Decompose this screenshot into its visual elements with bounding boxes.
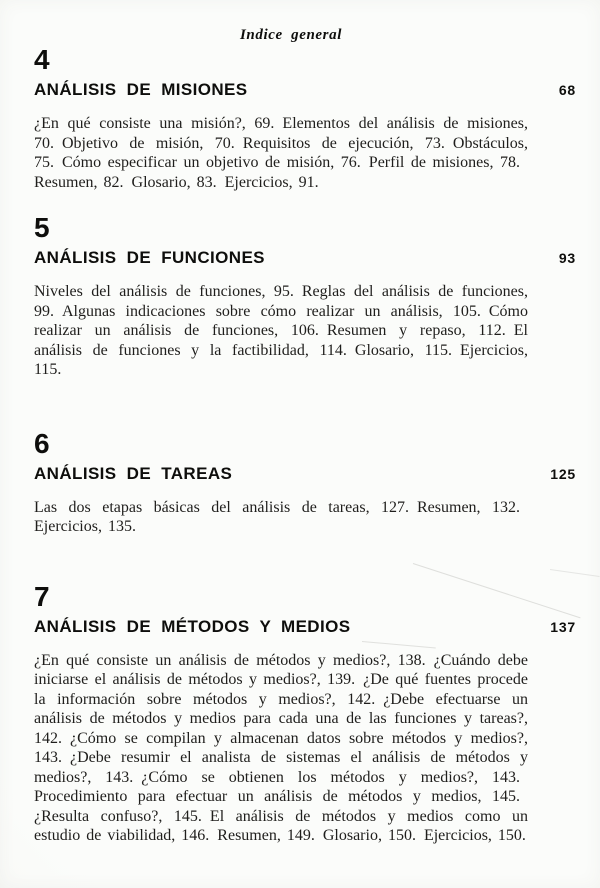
chapter-contents: Las dos etapas básicas del análisis de tareas, 127. Resumen, 132. Ejercicios, 135. — [34, 498, 528, 535]
chapter-heading-row — [34, 464, 576, 484]
chapter-heading-row — [34, 617, 576, 637]
chapter-title: ANÁLISIS DE TAREAS — [34, 463, 233, 483]
chapter-page-number: 137 — [550, 618, 576, 635]
chapter-heading-row — [34, 248, 576, 268]
chapter-contents: ¿En qué consiste un análisis de métodos y medios?, 138. ¿Cuándo debe iniciarse el análisis de métodos y medios?, 139. ¿De qué fuentes procede la información sobre métodos y medios?, 142. ¿Debe efectuarse un análisis de métodos y medios para cada una de las funciones y tareas?, 142. ¿Cómo se compilan y almacenan datos sobre métodos y medios?, 143. ¿Debe resumir el analista de sistemas el análisis de métodos y medios?, 143. ¿Cómo se obtienen los métodos y medios?, 143. Procedimiento para efectuar un análisis de métodos y medios, 145. ¿Resulta confuso?, 145. El análisis de métodos y medios como un estudio de viabilidad, 146. Resumen, 149. Glosario, 150. Ejercicios, 150. — [34, 651, 528, 844]
toc-section-chapter-7 — [34, 580, 576, 846]
running-head: Indice general — [240, 27, 342, 43]
chapter-contents: Niveles del análisis de funciones, 95. Reglas del análisis de funciones, 99. Algunas indicaciones sobre cómo realizar un análisis, 105. Cómo realizar un análisis de funciones, 106. Resumen y repaso, 112. El análisis de funciones y la factibilidad, 114. Glosario, 115. Ejercicios, 115. — [34, 283, 528, 378]
chapter-contents: ¿En qué consiste una misión?, 69. Elementos del análisis de misiones, 70. Objetivo de misión, 70. Requisitos de ejecución, 73. Obstáculos, 75. Cómo especificar un objetivo de misión, 76. Perfil de misiones, 78. Resumen, 82. Glosario, 83. Ejercicios, 91. — [34, 115, 528, 191]
chapter-number: 6 — [34, 427, 50, 459]
chapter-number: 7 — [34, 580, 50, 612]
chapter-number: 5 — [34, 212, 50, 243]
toc-section-chapter-5 — [34, 214, 576, 380]
chapter-page-number: 125 — [550, 465, 576, 482]
chapter-page-number: 93 — [558, 250, 576, 266]
toc-section-chapter-6 — [34, 427, 576, 537]
chapter-number: 4 — [34, 44, 50, 75]
toc-section-chapter-4 — [34, 46, 576, 192]
chapter-page-number: 68 — [558, 82, 576, 98]
chapter-title: ANÁLISIS DE FUNCIONES — [34, 248, 265, 267]
chapter-heading-row — [34, 80, 576, 100]
chapter-title: ANÁLISIS DE MISIONES — [34, 80, 248, 99]
scan-artifact — [550, 569, 600, 577]
chapter-title: ANÁLISIS DE MÉTODOS Y MEDIOS — [34, 616, 351, 636]
